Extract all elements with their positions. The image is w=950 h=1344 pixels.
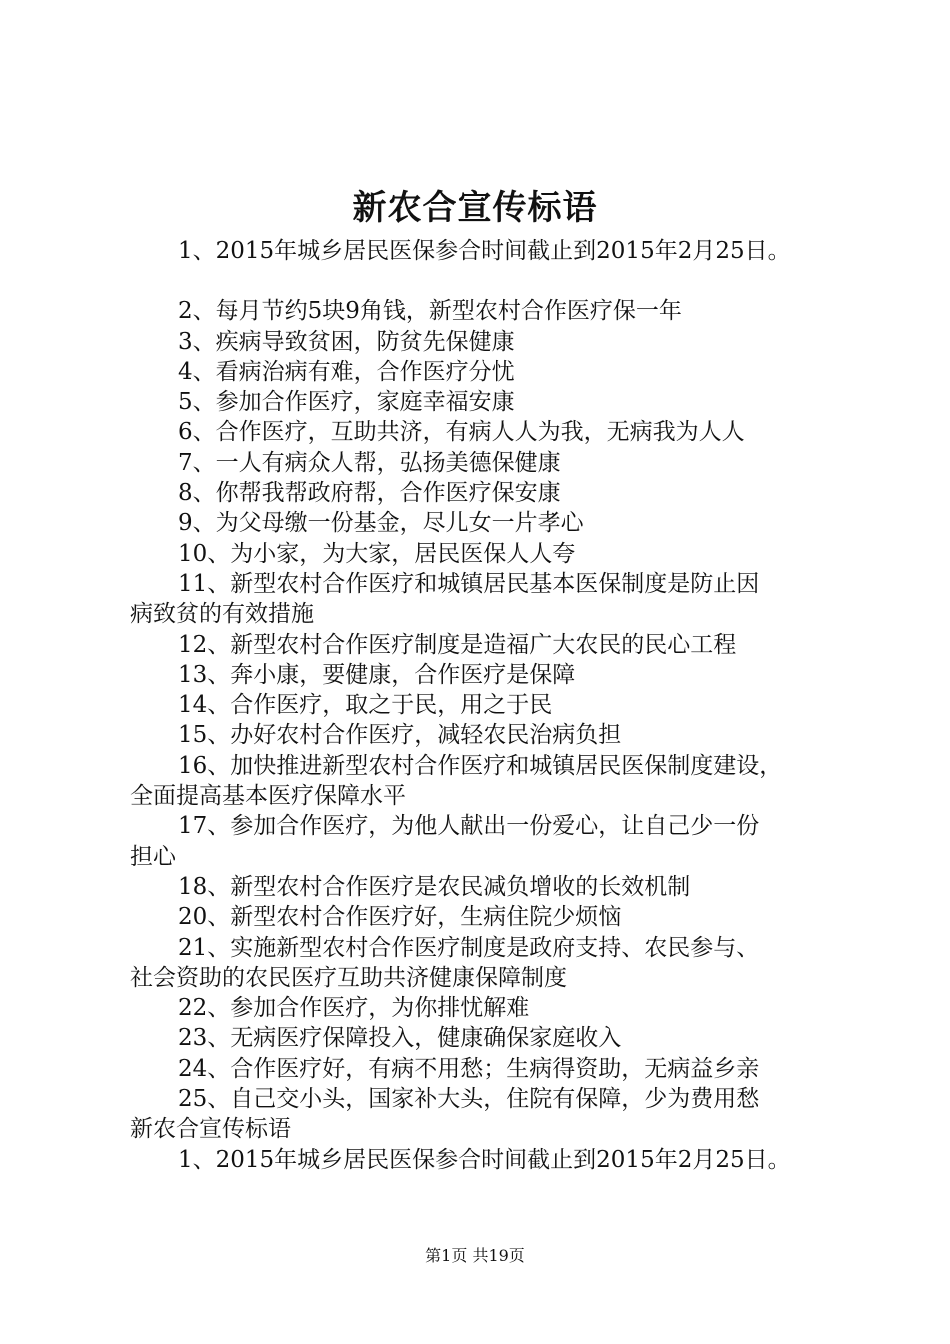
text-line: 13、奔小康，要健康，合作医疗是保障: [178, 661, 576, 688]
text-line: 3、疾病导致贫困，防贫先保健康: [178, 328, 515, 355]
text-line: 8、你帮我帮政府帮，合作医疗保安康: [178, 480, 561, 507]
text-line: 新农合宣传标语: [130, 1116, 291, 1143]
document-title: 新农合宣传标语: [352, 188, 598, 228]
text-line: 23、无病医疗保障投入，健康确保家庭收入: [178, 1025, 622, 1052]
text-line: 7、一人有病众人帮，弘扬美德保健康: [178, 449, 561, 476]
text-line: 18、新型农村合作医疗是农民减负增收的长效机制: [178, 873, 691, 900]
text-line: 全面提高基本医疗保障水平: [130, 783, 406, 810]
text-line: 21、实施新型农村合作医疗制度是政府支持、农民参与、: [178, 934, 760, 961]
text-line: 12、新型农村合作医疗制度是造福广大农民的民心工程: [178, 631, 737, 658]
text-line: 16、加快推进新型农村合作医疗和城镇居民医保制度建设，: [178, 752, 783, 779]
text-line: 1、2015年城乡居民医保参合时间截止到2015年2月25日。: [178, 1146, 791, 1173]
text-line: 5、参加合作医疗，家庭幸福安康: [178, 389, 515, 416]
paragraph-gap: [130, 266, 850, 296]
text-line: 24、合作医疗好，有病不用愁；生病得资助，无病益乡亲: [178, 1055, 760, 1082]
text-line: 11、新型农村合作医疗和城镇居民基本医保制度是防止因: [178, 570, 760, 597]
text-line: 1、2015年城乡居民医保参合时间截止到2015年2月25日。: [178, 238, 791, 264]
text-line: 25、自己交小头，国家补大头，住院有保障，少为费用愁: [178, 1086, 760, 1113]
text-line: 14、合作医疗，取之于民，用之于民: [178, 692, 553, 719]
text-line: 担心: [130, 843, 176, 870]
text-line: 6、合作医疗，互助共济，有病人人为我，无病我为人人: [178, 419, 745, 446]
text-line: 病致贫的有效措施: [130, 601, 314, 628]
text-line: 17、参加合作医疗，为他人献出一份爱心，让自己少一份: [178, 813, 760, 840]
text-line: 9、为父母缴一份基金，尽儿女一片孝心: [178, 510, 584, 537]
text-line: 22、参加合作医疗，为你排忧解难: [178, 995, 530, 1022]
document-body: [130, 236, 850, 1175]
text-line: 2、每月节约5块9角钱，新型农村合作医疗保一年: [178, 298, 682, 325]
text-line: 4、看病治病有难，合作医疗分忧: [178, 358, 515, 385]
text-line: 15、办好农村合作医疗，减轻农民治病负担: [178, 722, 622, 749]
text-line: 20、新型农村合作医疗好，生病住院少烦恼: [178, 904, 622, 931]
text-line: 社会资助的农民医疗互助共济健康保障制度: [130, 964, 567, 991]
page-footer: 第1页 共19页: [425, 1246, 525, 1265]
text-line: 10、为小家，为大家，居民医保人人夸: [178, 540, 576, 567]
